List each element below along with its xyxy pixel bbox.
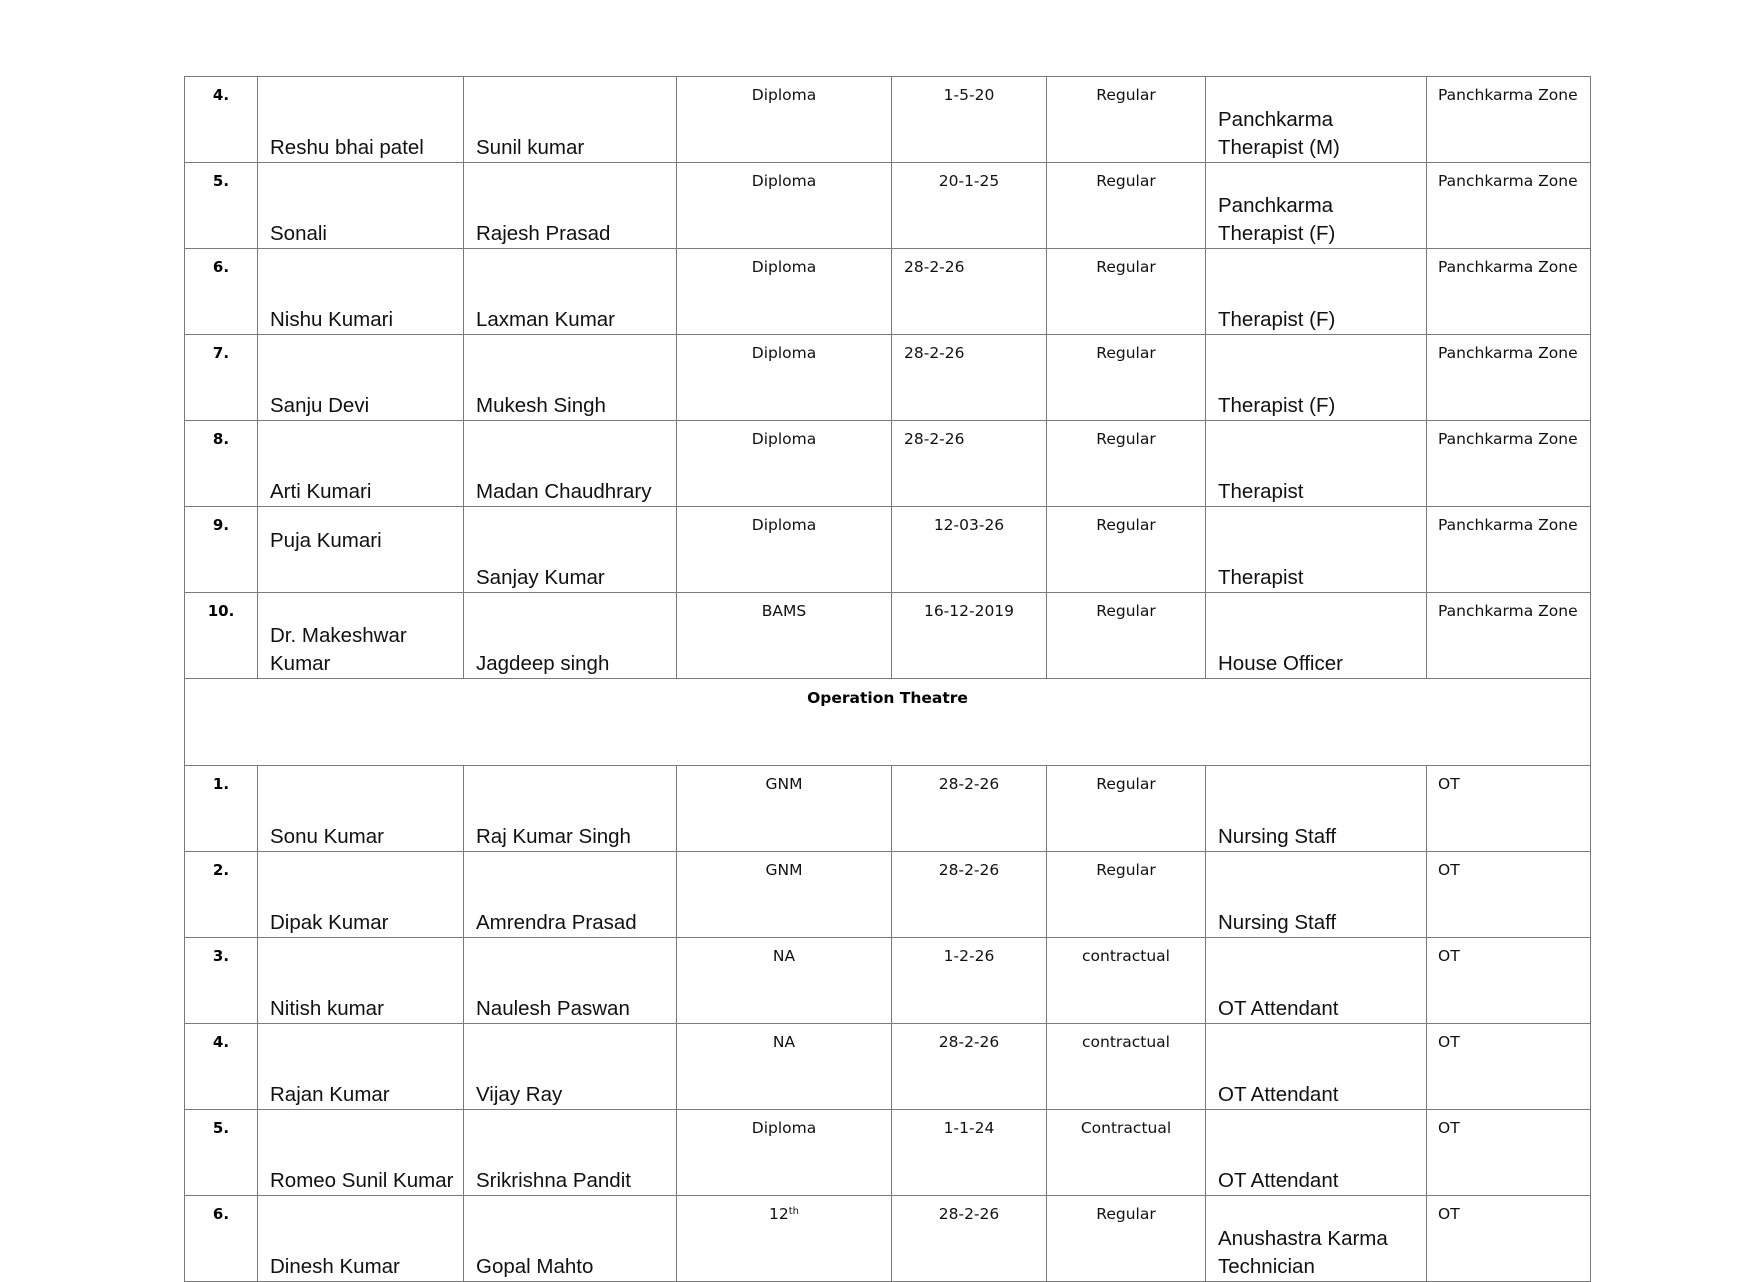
table-row	[185, 249, 1591, 335]
employee-name-cell	[258, 1110, 464, 1196]
table-row	[185, 1024, 1591, 1110]
designation-cell	[1206, 852, 1427, 938]
department: Panchkarma Zone	[1427, 421, 1591, 507]
father-name-cell	[464, 593, 677, 679]
designation: Nursing Staff	[1218, 825, 1337, 848]
designation: Anushastra Karma Technician	[1218, 1227, 1388, 1278]
father-name: Mukesh Singh	[476, 394, 606, 417]
qualification: GNM	[765, 775, 803, 793]
designation-cell	[1206, 507, 1427, 593]
table-row	[185, 1196, 1591, 1282]
father-name: Srikrishna Pandit	[476, 1169, 631, 1192]
department: OT	[1427, 766, 1591, 852]
father-name: Rajesh Prasad	[476, 222, 611, 245]
serial-number: 5.	[185, 1110, 258, 1196]
section-title: Operation Theatre	[185, 679, 1591, 766]
employee-name-cell	[258, 852, 464, 938]
serial-number: 4.	[185, 77, 258, 163]
department: Panchkarma Zone	[1427, 593, 1591, 679]
serial-number: 8.	[185, 421, 258, 507]
designation-cell	[1206, 938, 1427, 1024]
father-name-cell	[464, 77, 677, 163]
qualification: Diploma	[751, 86, 817, 104]
father-name: Jagdeep singh	[476, 652, 610, 675]
serial-number: 9.	[185, 507, 258, 593]
designation: Panchkarma Therapist (M)	[1218, 108, 1340, 159]
table-row	[185, 852, 1591, 938]
employment-status: Regular	[1047, 766, 1206, 852]
employee-name: Dr. Makeshwar Kumar	[270, 624, 407, 675]
father-name: Gopal Mahto	[476, 1255, 594, 1278]
qualification-cell	[677, 507, 892, 593]
designation: Therapist	[1218, 566, 1304, 589]
employee-name-cell	[258, 1196, 464, 1282]
employee-name: Puja Kumari	[270, 529, 382, 552]
qualification-cell	[677, 249, 892, 335]
father-name: Sunil kumar	[476, 136, 585, 159]
qualification-cell	[677, 938, 892, 1024]
department: Panchkarma Zone	[1427, 163, 1591, 249]
designation-cell	[1206, 1024, 1427, 1110]
serial-number: 6.	[185, 249, 258, 335]
qualification: Diploma	[751, 1119, 817, 1137]
department: Panchkarma Zone	[1427, 249, 1591, 335]
joining-date: 20-1-25	[892, 163, 1047, 249]
qualification: Diploma	[751, 172, 817, 190]
employment-status: Regular	[1047, 77, 1206, 163]
department: Panchkarma Zone	[1427, 335, 1591, 421]
qualification-cell	[677, 1024, 892, 1110]
employment-status: Contractual	[1047, 1110, 1206, 1196]
father-name-cell	[464, 852, 677, 938]
qualification-cell	[677, 593, 892, 679]
employment-status: Regular	[1047, 852, 1206, 938]
designation: Nursing Staff	[1218, 911, 1337, 934]
employee-name-cell	[258, 77, 464, 163]
employee-name-cell	[258, 507, 464, 593]
employee-name: Romeo Sunil Kumar	[270, 1169, 454, 1192]
joining-date: 28-2-26	[892, 249, 1047, 335]
staff-table	[184, 76, 1591, 1282]
employment-status: Regular	[1047, 1196, 1206, 1282]
table-row	[185, 507, 1591, 593]
qualification: 12	[769, 1205, 789, 1223]
designation-cell	[1206, 593, 1427, 679]
employee-name-cell	[258, 766, 464, 852]
serial-number: 4.	[185, 1024, 258, 1110]
employee-name: Nishu Kumari	[270, 308, 394, 331]
employee-name-cell	[258, 421, 464, 507]
father-name-cell	[464, 335, 677, 421]
employment-status: Regular	[1047, 249, 1206, 335]
father-name: Amrendra Prasad	[476, 911, 637, 934]
employee-name: Dinesh Kumar	[270, 1255, 400, 1278]
joining-date: 28-2-26	[892, 1024, 1047, 1110]
qualification-cell	[677, 852, 892, 938]
qualification: NA	[772, 947, 796, 965]
serial-number: 1.	[185, 766, 258, 852]
employee-name: Sanju Devi	[270, 394, 370, 417]
employment-status: contractual	[1047, 938, 1206, 1024]
designation-cell	[1206, 163, 1427, 249]
employee-name-cell	[258, 938, 464, 1024]
joining-date: 16-12-2019	[892, 593, 1047, 679]
designation: Therapist	[1218, 480, 1304, 503]
employee-name: Sonu Kumar	[270, 825, 384, 848]
designation: OT Attendant	[1218, 1169, 1339, 1192]
employment-status: Regular	[1047, 507, 1206, 593]
employee-name: Reshu bhai patel	[270, 136, 424, 159]
qualification: BAMS	[761, 602, 807, 620]
father-name-cell	[464, 1110, 677, 1196]
designation-cell	[1206, 1196, 1427, 1282]
table-row	[185, 938, 1591, 1024]
father-name-cell	[464, 421, 677, 507]
employee-name: Rajan Kumar	[270, 1083, 390, 1106]
employment-status: Regular	[1047, 335, 1206, 421]
qualification: GNM	[765, 861, 803, 879]
employment-status: Regular	[1047, 593, 1206, 679]
father-name-cell	[464, 938, 677, 1024]
father-name-cell	[464, 1024, 677, 1110]
employment-status: contractual	[1047, 1024, 1206, 1110]
father-name-cell	[464, 766, 677, 852]
employee-name-cell	[258, 1024, 464, 1110]
father-name: Madan Chaudhrary	[476, 480, 652, 503]
employment-status: Regular	[1047, 421, 1206, 507]
qualification: Diploma	[751, 516, 817, 534]
employment-status: Regular	[1047, 163, 1206, 249]
department: Panchkarma Zone	[1427, 77, 1591, 163]
employee-name: Nitish kumar	[270, 997, 384, 1020]
designation-cell	[1206, 335, 1427, 421]
father-name-cell	[464, 249, 677, 335]
department: OT	[1427, 852, 1591, 938]
employee-name: Arti Kumari	[270, 480, 372, 503]
father-name-cell	[464, 1196, 677, 1282]
father-name: Laxman Kumar	[476, 308, 616, 331]
table-row	[185, 766, 1591, 852]
joining-date: 1-5-20	[892, 77, 1047, 163]
designation-cell	[1206, 421, 1427, 507]
father-name: Vijay Ray	[476, 1083, 563, 1106]
employee-name-cell	[258, 593, 464, 679]
employee-name-cell	[258, 249, 464, 335]
serial-number: 10.	[185, 593, 258, 679]
table-row	[185, 1110, 1591, 1196]
qualification-cell	[677, 766, 892, 852]
table-row	[185, 421, 1591, 507]
qualification-cell	[677, 421, 892, 507]
department: OT	[1427, 1110, 1591, 1196]
father-name: Raj Kumar Singh	[476, 825, 631, 848]
qualification-cell	[677, 335, 892, 421]
qualification: NA	[772, 1033, 796, 1051]
qualification-cell	[677, 1196, 892, 1282]
joining-date: 28-2-26	[892, 766, 1047, 852]
designation: Therapist (F)	[1218, 308, 1336, 331]
father-name-cell	[464, 163, 677, 249]
department: OT	[1427, 938, 1591, 1024]
joining-date: 28-2-26	[892, 421, 1047, 507]
table-row	[185, 335, 1591, 421]
joining-date: 1-2-26	[892, 938, 1047, 1024]
qualification: Diploma	[751, 258, 817, 276]
joining-date: 1-1-24	[892, 1110, 1047, 1196]
designation: OT Attendant	[1218, 1083, 1339, 1106]
designation: Panchkarma Therapist (F)	[1218, 194, 1336, 245]
designation-cell	[1206, 1110, 1427, 1196]
designation: Therapist (F)	[1218, 394, 1336, 417]
qualification-cell	[677, 77, 892, 163]
table-row	[185, 163, 1591, 249]
table-row	[185, 593, 1591, 679]
department: OT	[1427, 1196, 1591, 1282]
joining-date: 28-2-26	[892, 1196, 1047, 1282]
joining-date: 28-2-26	[892, 335, 1047, 421]
designation: OT Attendant	[1218, 997, 1339, 1020]
employee-name: Sonali	[270, 222, 327, 245]
father-name: Naulesh Paswan	[476, 997, 630, 1020]
serial-number: 3.	[185, 938, 258, 1024]
joining-date: 28-2-26	[892, 852, 1047, 938]
joining-date: 12-03-26	[892, 507, 1047, 593]
employee-name-cell	[258, 335, 464, 421]
serial-number: 6.	[185, 1196, 258, 1282]
department: Panchkarma Zone	[1427, 507, 1591, 593]
section-row	[185, 679, 1591, 766]
designation-cell	[1206, 249, 1427, 335]
qualification-cell	[677, 163, 892, 249]
father-name: Sanjay Kumar	[476, 566, 605, 589]
employee-name: Dipak Kumar	[270, 911, 389, 934]
designation: House Officer	[1218, 652, 1343, 675]
serial-number: 2.	[185, 852, 258, 938]
designation-cell	[1206, 766, 1427, 852]
employee-name-cell	[258, 163, 464, 249]
qualification-cell	[677, 1110, 892, 1196]
serial-number: 7.	[185, 335, 258, 421]
qualification-suffix: th	[788, 1206, 799, 1217]
designation-cell	[1206, 77, 1427, 163]
qualification: Diploma	[751, 430, 817, 448]
qualification: Diploma	[751, 344, 817, 362]
father-name-cell	[464, 507, 677, 593]
department: OT	[1427, 1024, 1591, 1110]
serial-number: 5.	[185, 163, 258, 249]
table-row	[185, 77, 1591, 163]
